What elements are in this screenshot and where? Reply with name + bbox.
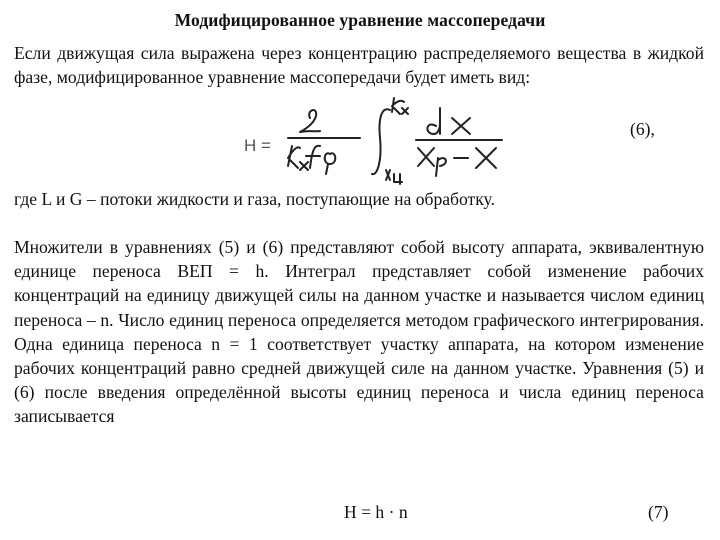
equation-number-6: (6),	[630, 119, 655, 139]
where-paragraph: где L и G – потоки жидкости и газа, поступающие на обработку.	[14, 189, 495, 209]
intro-paragraph: Если движущая сила выражена через концентрацию распределяемого вещества в жидкой фазе, модифицированное уравнение массопередачи будет иметь вид:	[14, 43, 704, 88]
formula-6-lhs: H =	[244, 136, 271, 155]
formula-6-integral	[372, 98, 408, 184]
formula-6	[240, 88, 540, 193]
equation-number-7: (7)	[648, 502, 669, 522]
formula-6-integrand-numerator	[427, 108, 470, 134]
body-paragraph: Множители в уравнениях (5) и (6) представляют собой высоту аппарата, эквивалентную единице переноса ВЕП = h. Интеграл представляет собой изменение рабочих концентраций на единицу движущей силы на данном участке и называется числом единиц переноса – n. Число единиц переноса определяется методом графического интегрирования. Одна единица переноса n = 1 соответствует участку аппарата, на котором изменение рабочих концентраций равно средней движущей силе на данном участке. Уравнения (5) и (6) после введения определённой высоты единиц переноса и числа единиц переноса записывается	[14, 237, 704, 427]
formula-6-integrand-denominator	[418, 148, 496, 176]
formula-6-numerator	[300, 110, 320, 132]
page-title: Модифицированное уравнение массопередачи	[174, 10, 546, 30]
formula-7: H = h · n	[344, 502, 408, 522]
formula-6-denominator	[288, 146, 335, 174]
